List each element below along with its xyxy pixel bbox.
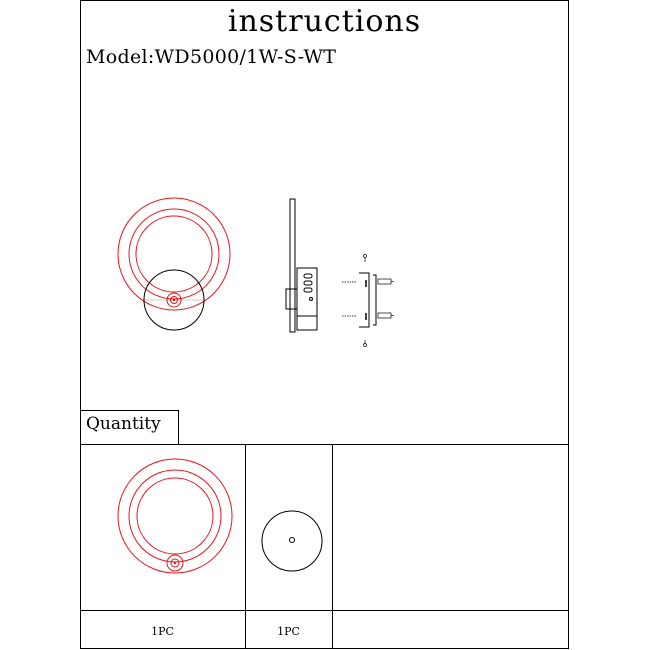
page-title: instructions: [227, 4, 422, 39]
quantity-value: 1PC: [277, 625, 300, 638]
quantity-value: 1PC: [151, 625, 174, 638]
ring-lamp-icon: [118, 459, 232, 573]
wall-base-icon: [262, 511, 322, 571]
quantity-label: Quantity: [86, 414, 161, 434]
model-number: Model:WD5000/1W-S-WT: [86, 46, 337, 68]
